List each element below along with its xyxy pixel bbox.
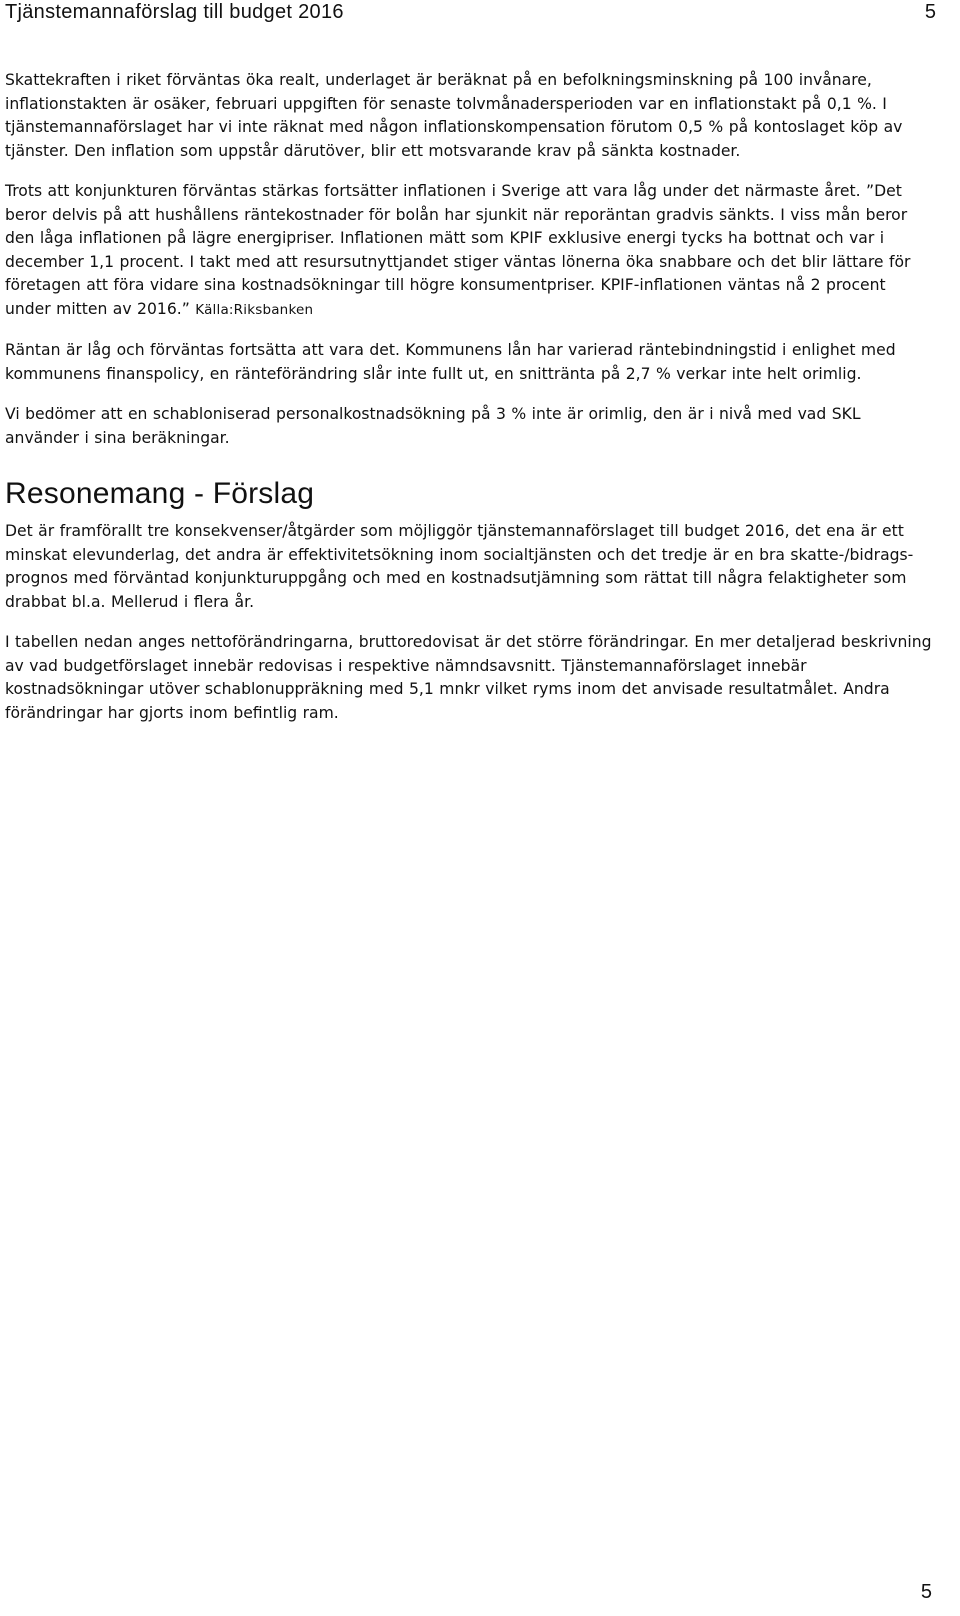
document-body bbox=[5, 69, 935, 725]
page-header bbox=[0, 0, 960, 30]
footer-page-number: 5 bbox=[920, 1581, 932, 1603]
paragraph-interest-rate: Räntan är låg och förväntas fortsätta att vara det. Kommunens lån har varierad räntebindningstid i enlighet med kommunens finanspolicy, en ränteförändring slår inte fullt ut, en snittränta på 2,7 % verkar inte helt orimlig. bbox=[5, 341, 896, 383]
paragraph-spacer bbox=[5, 614, 935, 631]
paragraph-proposal-reasons: Det är framförallt tre konsekvenser/åtgärder som möjliggör tjänstemannaförslaget till budget 2016, det ena är ett minskat elevunderlag, det andra är effektivitetsökning inom socialtjänsten och det tredje är en bra skatte-/bidrags-prognos med förväntad konjunkturuppgång och med en kostnadsutjämning som rättat till några felaktigheter som drabbat bl.a. Mellerud i flera år. bbox=[5, 522, 914, 611]
paragraph-inflation-text: Trots att konjunkturen förväntas stärkas fortsätter inflationen i Sverige att vara låg under det närmaste året. ”Det beror delvis på att hushållens räntekostnader för bolån har sjunkit när reporäntan gradvis sänkts. I viss mån beror den låga inflationen på lägre energipriser. Inflationen mätt som KPIF exklusive energi tycks ha bottnat och var i december 1,1 procent. I takt med att resursutnyttjandet stiger väntas lönerna öka snabbare och det blir lättare för företagen att föra vidare sina kostnadsökningar till högre konsumentpriser. KPIF-inflationen väntas nå 2 procent under mitten av 2016.” bbox=[5, 182, 911, 318]
paragraph-net-changes: I tabellen nedan anges nettoförändringarna, bruttoredovisat är det större förändringar. En mer detaljerad beskrivning av vad budgetförslaget innebär redovisas i respektive nämndsavsnitt. Tjänstemannaförslaget innebär kostnadsökningar utöver schablonuppräkning med 5,1 mnkr vilket ryms inom det anvisade resultatmålet. Andra förändringar har gjorts inom befintlig ram. bbox=[5, 633, 932, 722]
section-heading: Resonemang - Förslag bbox=[5, 477, 315, 510]
paragraph-tax-base: Skattekraften i riket förväntas öka realt, underlaget är beräknat på en befolkningsminskning på 100 invånare, inflationstakten är osäker, februari uppgiften för senaste tolvmånadersperioden var en inflationstakt på 0,1 %. I tjänstemannaförslaget har vi inte räknat med någon inflationskompensation förutom 0,5 % på kontoslaget köp av tjänster. Den inflation som uppstår därutöver, blir ett motsvarande krav på sänkta kostnader. bbox=[5, 71, 903, 160]
paragraph-spacer bbox=[5, 322, 935, 339]
paragraph-personnel-cost: Vi bedömer att en schabloniserad personalkostnadsökning på 3 % inte är orimlig, den är i nivå med vad SKL använder i sina beräkningar. bbox=[5, 405, 861, 447]
paragraph-spacer bbox=[5, 386, 935, 403]
source-reference: Källa:Riksbanken bbox=[195, 301, 314, 318]
document-title: Tjänstemannaförslag till budget 2016 bbox=[5, 1, 344, 23]
paragraph-inflation bbox=[5, 180, 935, 322]
header-page-number: 5 bbox=[924, 1, 936, 23]
paragraph-spacer bbox=[5, 163, 935, 180]
